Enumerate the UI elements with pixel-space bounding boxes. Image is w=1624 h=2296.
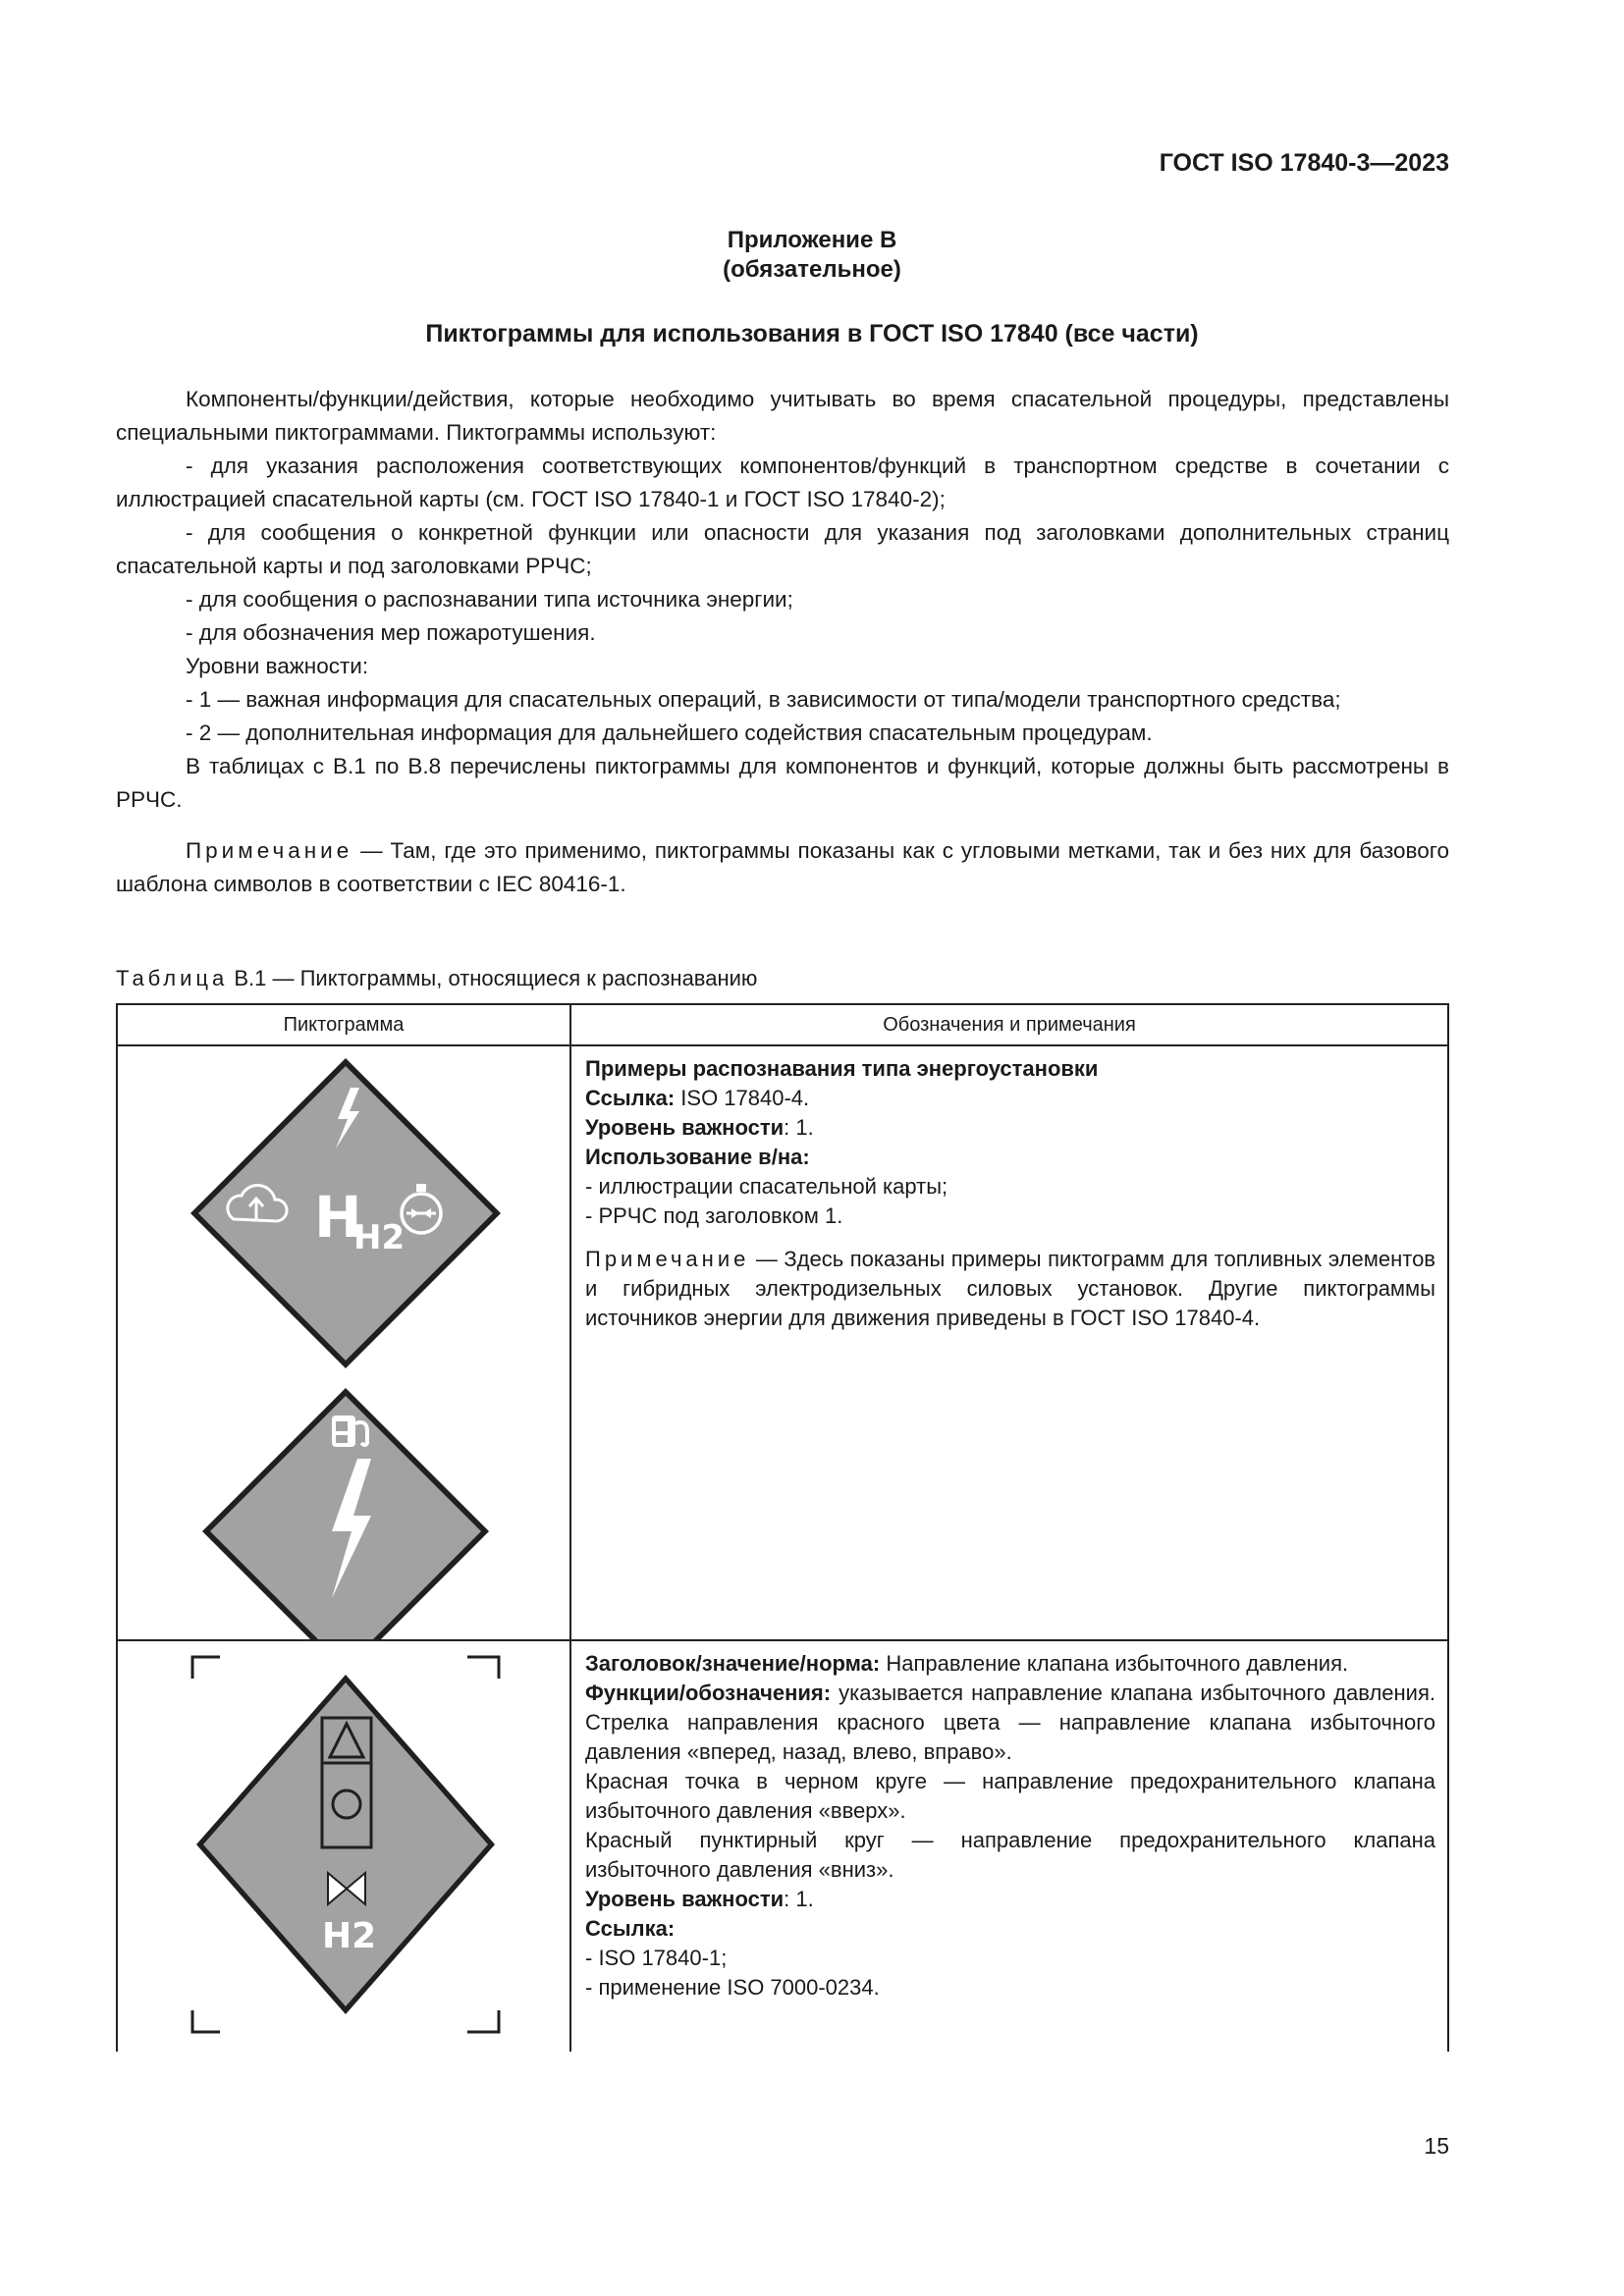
row2-heading-label: Заголовок/значение/норма:: [585, 1651, 881, 1676]
svg-text:H: H: [314, 1184, 362, 1251]
table-caption-text: В.1 — Пиктограммы, относящиеся к распознаванию: [228, 966, 758, 990]
level-item: - 2 — дополнительная информация для дальнейшего содействия спасательным процедурам.: [186, 721, 1153, 745]
intro-paragraph: Компоненты/функции/действия, которые необходимо учитывать во время спасательной процедуры, представлены специальными пиктограммами. Пиктограммы используют:: [116, 387, 1449, 445]
row2-ref-item: - ISO 17840-1;: [585, 1946, 728, 1970]
table-row: [117, 1640, 1448, 2052]
row2-description: [570, 1640, 1448, 2052]
row2-func-value: указывается направление клапана избыточного давления. Стрелка направления красного цвета — направление клапана избыточного давления «вперед, назад, влево, вправо».: [585, 1681, 1435, 1764]
note-paragraph: [116, 834, 1449, 901]
row2-ref-item: - применение ISO 7000-0234.: [585, 1975, 880, 2000]
tables-paragraph: В таблицах с В.1 по В.8 перечислены пиктограммы для компонентов и функций, которые должны быть рассмотрены в РРЧС.: [116, 754, 1449, 812]
levels-title: Уровни важности:: [186, 654, 369, 678]
annex-heading: [0, 226, 1624, 285]
use-item: - для сообщения о распознавании типа источника энергии;: [186, 587, 793, 612]
table-row: [117, 1045, 1448, 1640]
table-caption-label: Таблица: [116, 966, 229, 990]
row2-level-value: : 1.: [784, 1887, 814, 1911]
use-item: - для сообщения о конкретной функции или опасности для указания под заголовками дополнительных страниц спасательной карты и под заголовками РРЧС;: [116, 520, 1449, 578]
row2-red-circle-text: Красный пунктирный круг — направление предохранительного клапана избыточного давления «вниз».: [585, 1828, 1435, 1882]
pictogram-cell: [117, 1640, 570, 2052]
document-code: ГОСТ ISO 17840-3—2023: [1159, 149, 1449, 177]
pictogram-h2-label: H2: [353, 1218, 406, 1257]
row1-note-label: Примечание: [585, 1247, 750, 1271]
pictogram-cell: [117, 1045, 570, 1640]
page-number: 15: [1424, 2133, 1449, 2159]
note-label: Примечание: [186, 838, 353, 863]
row1-description: [570, 1045, 1448, 1640]
row1-use-label: Использование в/на:: [585, 1145, 810, 1169]
header-notes: Обозначения и примечания: [570, 1004, 1448, 1045]
energy-type-pictograms: [118, 1046, 569, 1639]
pressure-valve-pictogram: [118, 1641, 569, 2052]
pictogram-h2-label: H2: [322, 1916, 377, 1956]
table-header-row: [117, 1004, 1448, 1045]
table-caption: [116, 966, 757, 991]
row1-use-item: - РРЧС под заголовком 1.: [585, 1203, 843, 1228]
row2-red-dot-text: Красная точка в черном круге — направление предохранительного клапана избыточного давления «вверх».: [585, 1769, 1435, 1823]
annex-title: Приложение В: [727, 227, 897, 253]
note-text: — Там, где это применимо, пиктограммы показаны как с угловыми метками, так и без них для базового шаблона символов в соответствии с IEC 80416-1.: [116, 838, 1449, 896]
row1-note-text: — Здесь показаны примеры пиктограмм для топливных элементов и гибридных электродизельных силовых установок. Другие пиктограммы источников энергии для движения приведены в ГОСТ ISO 17840-4.: [585, 1247, 1435, 1330]
row1-note: [585, 1245, 1435, 1333]
body-text: [116, 383, 1449, 901]
pressure-valve-diamond-icon: [196, 1675, 495, 2014]
use-item: - для указания расположения соответствующих компонентов/функций в транспортном средстве в сочетании с иллюстрацией спасательной карты (см. ГОСТ ISO 17840-1 и ГОСТ ISO 17840-2);: [116, 454, 1449, 511]
annex-status: (обязательное): [723, 256, 901, 283]
row1-ref-label: Ссылка:: [585, 1086, 676, 1110]
row2-ref-label: Ссылка:: [585, 1916, 676, 1941]
row2-func-label: Функции/обозначения:: [585, 1681, 832, 1705]
row1-ref-value: ISO 17840-4.: [675, 1086, 810, 1110]
row2-level-label: Уровень важности: [585, 1887, 785, 1911]
header-pictogram: Пиктограмма: [117, 1004, 570, 1045]
page-title: Пиктограммы для использования в ГОСТ ISO 17840 (все части): [425, 320, 1199, 347]
row1-use-item: - иллюстрации спасательной карты;: [585, 1174, 948, 1199]
row1-level-value: : 1.: [784, 1115, 814, 1140]
pictogram-table: [116, 1003, 1449, 2052]
fuel-cell-diamond-icon: [190, 1058, 501, 1368]
hybrid-electric-diamond-icon: [202, 1388, 489, 1639]
use-item: - для обозначения мер пожаротушения.: [186, 620, 596, 645]
row2-heading-value: Направление клапана избыточного давления.: [880, 1651, 1349, 1676]
row1-level-label: Уровень важности: [585, 1115, 785, 1140]
level-item: - 1 — важная информация для спасательных операций, в зависимости от типа/модели транспортного средства;: [186, 687, 1341, 712]
row1-title: Примеры распознавания типа энергоустановки: [585, 1056, 1099, 1081]
